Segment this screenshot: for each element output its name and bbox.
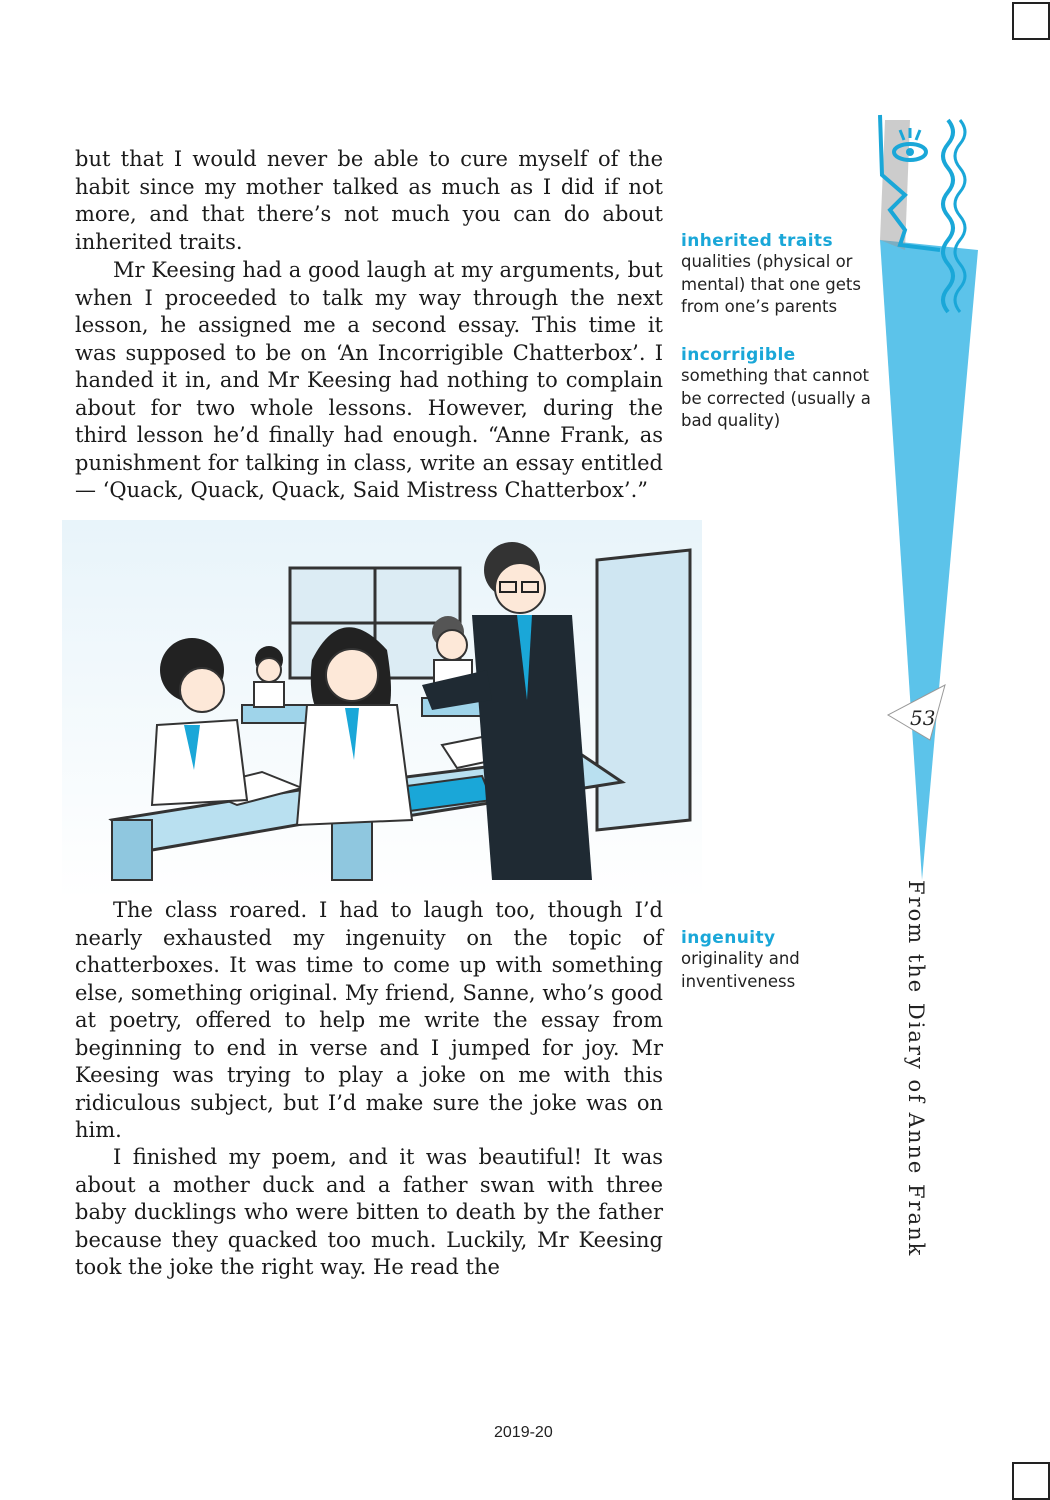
glossary-entry-inherited-traits: [681, 231, 871, 319]
page-number: 53: [910, 706, 936, 730]
glossary-term: inherited traits: [681, 231, 833, 251]
glossary-definition: something that cannot be corrected (usually a bad quality): [681, 366, 871, 430]
paragraph-4: I finished my poem, and it was beautiful! It was about a mother duck and a father swan with three baby ducklings who were bitten to death by the father because they quacked too much. Luckily, Mr Keesing took the joke the right way. He read the: [75, 1145, 663, 1279]
paragraph-3: The class roared. I had to laugh too, though I’d nearly exhausted my ingenuity on the topic of chatterboxes. It was time to come up with something else, something original. My friend, Sanne, who’s good at poetry, offered to help me write the essay from beginning to end in verse and I jumped for joy. Mr Keesing was trying to play a joke on me with this ridiculous subject, but I’d make sure the joke was on him.: [75, 898, 663, 1142]
footer-year: 2019-20: [494, 1424, 553, 1441]
glossary-entry-ingenuity: [681, 928, 871, 993]
crop-mark-top: [1012, 2, 1050, 40]
paragraph-2: Mr Keesing had a good laugh at my arguments, but when I proceeded to talk my way through the next lesson, he assigned me a second essay. This time it was supposed to be on ‘An Incorrigible Chatterbox’. I handed it in, and Mr Keesing had nothing to complain about for two whole lessons. However, during the third lesson he’d finally had enough. “Anne Frank, as punishment for talking in class, write an essay entitled — ‘Quack, Quack, Quack, Said Mistress Chatterbox’.”: [75, 258, 663, 502]
crop-mark-bottom: [1012, 1462, 1050, 1500]
glossary-definition: qualities (physical or mental) that one gets from one’s parents: [681, 252, 861, 316]
glossary-term: ingenuity: [681, 928, 776, 948]
glossary-definition: originality and inventiveness: [681, 949, 800, 991]
glossary-entry-incorrigible: [681, 345, 871, 433]
glossary-term: incorrigible: [681, 345, 796, 365]
decorative-face-wedge: [860, 100, 990, 880]
paragraph-1: but that I would never be able to cure myself of the habit since my mother talked as much as I did if not more, and that there’s not much you can do about inherited traits.: [75, 147, 663, 254]
classroom-illustration: [62, 520, 702, 900]
running-title: From the Diary of Anne Frank: [904, 880, 928, 1258]
